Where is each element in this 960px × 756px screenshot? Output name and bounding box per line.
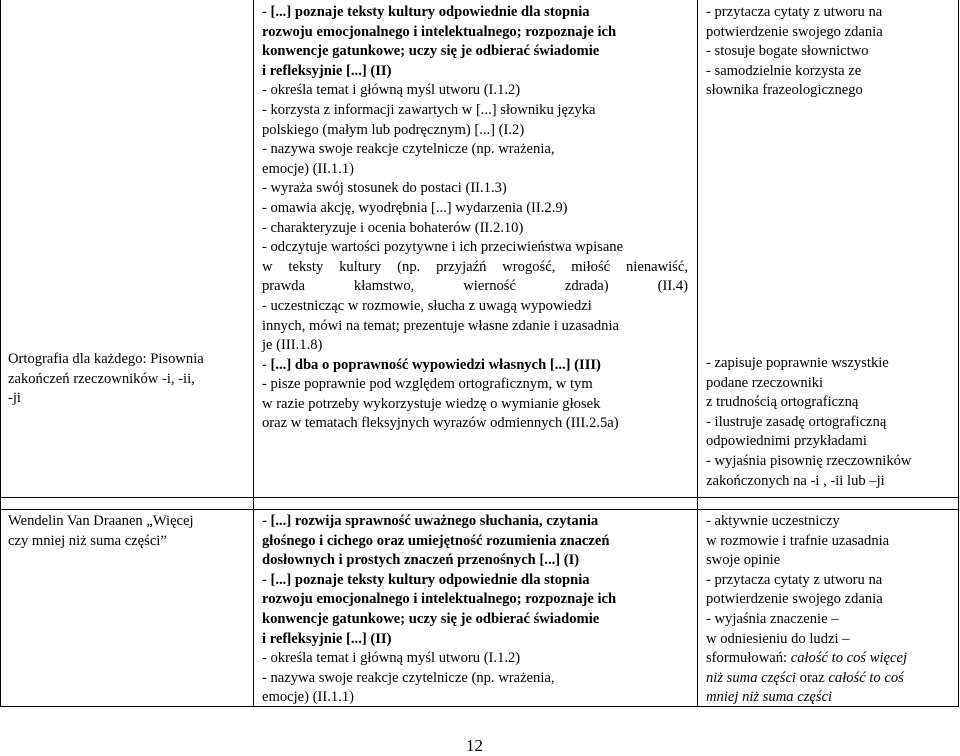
- requirement-line: - nazywa swoje reakcje czytelnicze (np. wrażenia,: [262, 141, 555, 158]
- requirement-line: - nazywa swoje reakcje czytelnicze (np. wrażenia,: [262, 669, 555, 686]
- requirement-line: i refleksyjnie [...] (II): [262, 62, 392, 79]
- requirement-line: polskiego (małym lub podręcznym) [...] (I.2): [262, 121, 525, 138]
- skill-line: - ilustruje zasadę ortograficzną: [706, 413, 887, 430]
- requirement-line: konwencje gatunkowe; uczy się je odbierać świadomie: [262, 43, 600, 60]
- requirement-line: - [...] dba o poprawność wypowiedzi własnych [...] (III): [262, 356, 601, 373]
- quoted-phrase: niż suma części: [706, 669, 796, 686]
- skill-line: [706, 649, 954, 669]
- topic-line: czy mniej niż suma części”: [8, 532, 167, 549]
- topic-line: Ortografia dla każdego: Pisownia: [8, 351, 204, 367]
- requirement-line: - określa temat i główną myśl utworu (I.1.2): [262, 650, 521, 667]
- skill-line: w odniesieniu do ludzi –: [706, 630, 850, 647]
- page-number: 12: [466, 736, 483, 755]
- requirement-line: w razie potrzeby wykorzystuje wiedzę o wymianie głosek: [262, 395, 601, 412]
- requirement-line: konwencje gatunkowe; uczy się je odbierać świadomie: [262, 610, 600, 627]
- skill-line: - wyjaśnia pisownię rzeczowników: [706, 452, 912, 469]
- skill-line: - zapisuje poprawnie wszystkie: [706, 355, 889, 371]
- row2-requirements-cell: [262, 512, 688, 708]
- skill-line: potwierdzenie swojego zdania: [706, 591, 883, 608]
- skill-line: - wyjaśnia znaczenie –: [706, 610, 839, 627]
- row2-skills-cell: [706, 512, 954, 708]
- requirement-line: głośnego i cichego oraz umiejętność rozumienia znaczeń: [262, 532, 610, 549]
- requirement-line: dosłownych i prostych znaczeń przenośnych [...] (I): [262, 552, 580, 569]
- requirement-line: rozwoju emocjonalnego i intelektualnego; rozpoznaje ich: [262, 591, 617, 608]
- row1-topic-cell: [8, 350, 248, 409]
- requirement-line: - uczestnicząc w rozmowie, słucha z uwagą wypowiedzi: [262, 297, 592, 314]
- skill-line: odpowiednimi przykładami: [706, 433, 867, 450]
- row-divider-top: [0, 497, 959, 498]
- skill-line: - samodzielnie korzysta ze: [706, 62, 862, 79]
- requirement-line: - [...] rozwija sprawność uważnego słuchania, czytania: [262, 513, 599, 529]
- table-border-left: [0, 0, 1, 707]
- quoted-phrase: mniej niż suma części: [706, 689, 833, 706]
- skill-line: słownika frazeologicznego: [706, 82, 863, 99]
- requirement-line: - [...] poznaje teksty kultury odpowiednie dla stopnia: [262, 4, 590, 20]
- column-divider-1: [253, 0, 254, 707]
- requirement-line: i refleksyjnie [...] (II): [262, 630, 392, 647]
- requirement-line: - korzysta z informacji zawartych w [...] słowniku języka: [262, 101, 596, 118]
- skill-line: swoje opinie: [706, 552, 781, 569]
- requirement-line: w teksty kultury (np. przyjaźń wrogość, miłość nienawiść,: [262, 258, 688, 275]
- skill-line: z trudnością ortograficzną: [706, 394, 859, 411]
- requirement-line: rozwoju emocjonalnego i intelektualnego; rozpoznaje ich: [262, 23, 617, 40]
- skill-line: - stosuje bogate słownictwo: [706, 43, 869, 60]
- skill-text: sformułowań:: [706, 650, 791, 667]
- topic-line: -ji: [8, 390, 21, 407]
- table-border-right: [958, 0, 959, 707]
- row2-topic-cell: [8, 512, 248, 551]
- row1-skills-bottom-cell: [706, 354, 954, 491]
- requirement-line: je (III.1.8): [262, 337, 323, 354]
- skill-text: oraz: [796, 669, 829, 686]
- quoted-phrase: całość to coś: [828, 669, 904, 686]
- requirement-line: - odczytuje wartości pozytywne i ich przeciwieństwa wpisane: [262, 239, 624, 256]
- skill-line: - aktywnie uczestniczy: [706, 513, 840, 529]
- skill-line: potwierdzenie swojego zdania: [706, 23, 883, 40]
- topic-line: zakończeń rzeczowników -i, -ii,: [8, 370, 195, 387]
- requirement-line: - pisze poprawnie pod względem ortograficznym, w tym: [262, 376, 593, 393]
- skill-line: - przytacza cytaty z utworu na: [706, 4, 883, 20]
- skill-line: w rozmowie i trafnie uzasadnia: [706, 532, 890, 549]
- row1-skills-top-cell: [706, 3, 954, 101]
- requirement-line: prawda kłamstwo, wierność zdrada) (II.4): [262, 278, 688, 295]
- requirement-line: oraz w tematach fleksyjnych wyrazów odmiennych (III.2.5a): [262, 415, 619, 432]
- row-divider-bottom: [0, 509, 959, 510]
- skill-line: [706, 688, 954, 708]
- skill-line: - przytacza cytaty z utworu na: [706, 571, 883, 588]
- row1-requirements-cell: [262, 3, 688, 434]
- requirement-line: - określa temat i główną myśl utworu (I.1.2): [262, 82, 521, 99]
- column-divider-2: [697, 0, 698, 707]
- requirement-line: - wyraża swój stosunek do postaci (II.1.3): [262, 180, 507, 197]
- requirement-line: - [...] poznaje teksty kultury odpowiednie dla stopnia: [262, 571, 590, 588]
- requirement-line: - charakteryzuje i ocenia bohaterów (II.2.10): [262, 219, 524, 236]
- requirement-line: emocje) (II.1.1): [262, 160, 354, 177]
- requirement-line: - omawia akcję, wyodrębnia [...] wydarzenia (II.2.9): [262, 199, 568, 216]
- requirement-line: emocje) (II.1.1): [262, 689, 354, 706]
- skill-line: zakończonych na -i , -ii lub –ji: [706, 472, 885, 489]
- skill-line: [706, 669, 954, 689]
- quoted-phrase: całość to coś więcej: [790, 650, 908, 667]
- skill-line: podane rzeczowniki: [706, 374, 824, 391]
- topic-line: Wendelin Van Draanen „Więcej: [8, 513, 194, 529]
- requirement-line: innych, mówi na temat; prezentuje własne zdanie i uzasadnia: [262, 317, 620, 334]
